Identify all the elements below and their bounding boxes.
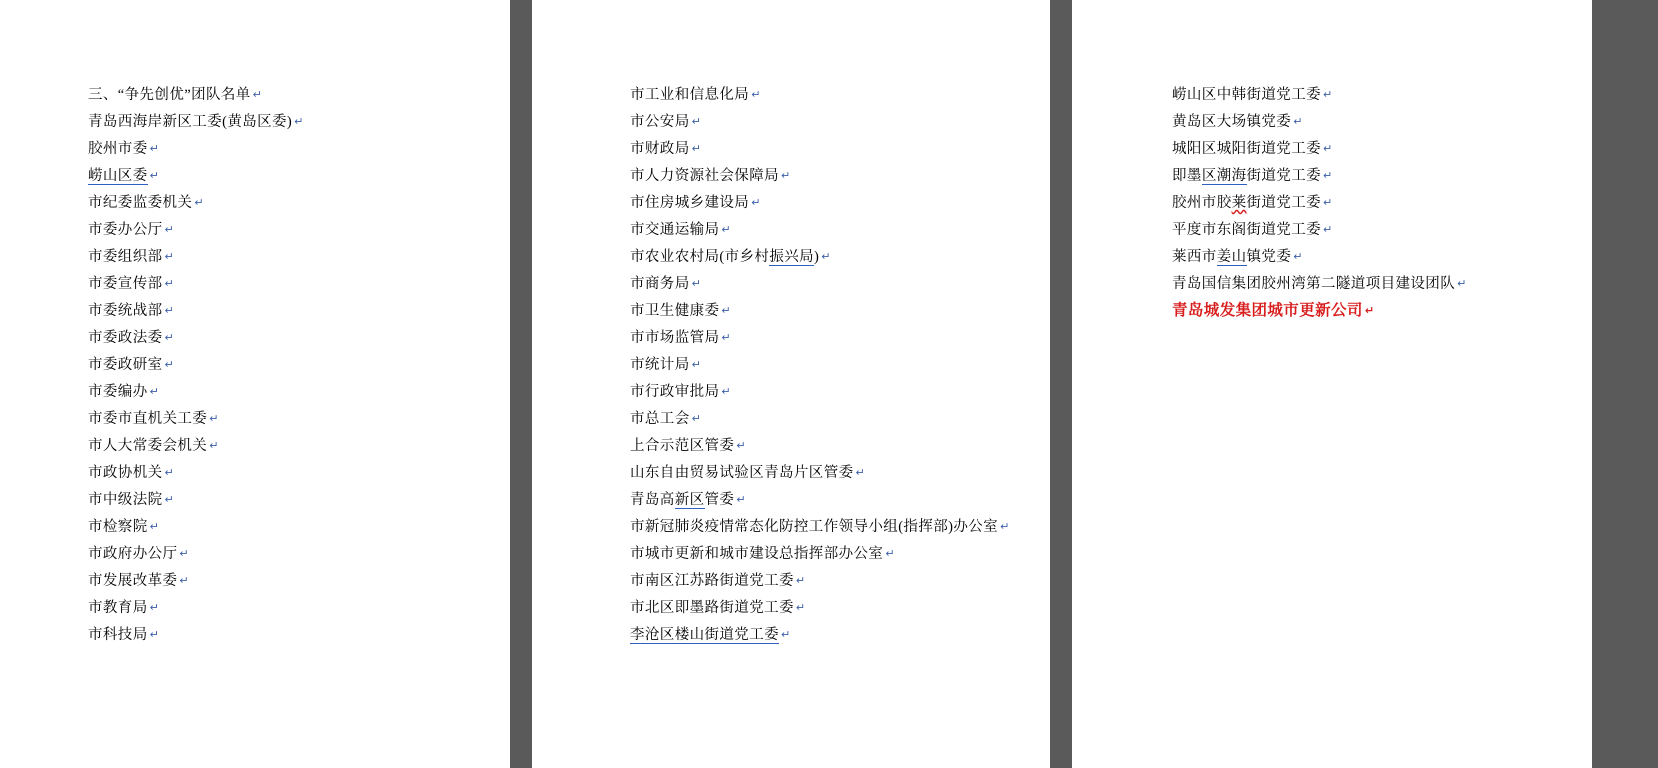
list-item: 市统计局 ↵ <box>630 357 702 373</box>
list-item: 胶州市委 ↵ <box>88 141 160 157</box>
paragraph-mark-icon: ↵ <box>1293 250 1303 263</box>
underlined-text: 区潮海 <box>1201 168 1247 184</box>
paragraph-mark-icon: ↵ <box>855 466 866 479</box>
list-item: 市商务局 ↵ <box>630 276 702 292</box>
list-item: 市教育局 ↵ <box>88 600 160 616</box>
document-page-1 <box>0 0 510 768</box>
paragraph-mark-icon: ↵ <box>781 169 791 182</box>
list-item: 市委政法委 ↵ <box>88 330 175 346</box>
list-item-partial-underline: 即墨区潮海街道党工委 ↵ <box>1172 168 1333 184</box>
list-item: 市卫生健康委 ↵ <box>630 303 732 319</box>
paragraph-mark-icon: ↵ <box>149 385 160 398</box>
page-3-content <box>1172 82 1467 325</box>
wavy-underlined-text: 莱 <box>1231 195 1247 211</box>
list-item: 市委政研室 ↵ <box>88 357 175 373</box>
document-page-3 <box>1072 0 1592 768</box>
paragraph-mark-icon: ↵ <box>164 250 175 263</box>
list-item: 市总工会 ↵ <box>630 411 702 427</box>
paragraph-mark-icon: ↵ <box>1364 304 1375 317</box>
paragraph-mark-icon: ↵ <box>691 412 702 425</box>
list-item: 市政府办公厅 ↵ <box>88 546 190 562</box>
paragraph-mark-icon: ↵ <box>781 628 791 641</box>
paragraph-mark-icon: ↵ <box>691 115 702 128</box>
paragraph-mark-icon: ↵ <box>1323 88 1333 101</box>
list-item: 崂山区委 ↵ <box>88 168 160 184</box>
paragraph-mark-icon: ↵ <box>1293 115 1303 128</box>
paragraph-mark-icon: ↵ <box>1323 169 1333 182</box>
paragraph-mark-icon: ↵ <box>1000 520 1010 533</box>
paragraph-mark-icon: ↵ <box>721 223 732 236</box>
underlined-text: 姜山 <box>1216 249 1247 265</box>
page-2-content <box>630 82 1010 649</box>
underlined-text: 新区 <box>674 492 705 508</box>
list-item-partial-underline: 市农业农村局(市乡村振兴局) ↵ <box>630 249 831 265</box>
paragraph-mark-icon: ↵ <box>721 304 732 317</box>
document-page-2 <box>532 0 1050 768</box>
paragraph-mark-icon: ↵ <box>179 547 190 560</box>
paragraph-mark-icon: ↵ <box>721 385 732 398</box>
list-item: 市城市更新和城市建设总指挥部办公室 ↵ <box>630 546 895 562</box>
paragraph-mark-icon: ↵ <box>1457 277 1467 290</box>
list-item: 市委编办 ↵ <box>88 384 160 400</box>
list-item: 黄岛区大场镇党委 ↵ <box>1172 114 1303 130</box>
list-item: 城阳区城阳街道党工委 ↵ <box>1172 141 1333 157</box>
list-item: 市公安局 ↵ <box>630 114 702 130</box>
list-item: 三、“争先创优”团队名单 ↵ <box>88 87 263 103</box>
paragraph-mark-icon: ↵ <box>795 601 806 614</box>
paragraph-mark-icon: ↵ <box>149 601 160 614</box>
list-item: 青岛国信集团胶州湾第二隧道项目建设团队 ↵ <box>1172 276 1467 292</box>
list-item: 市中级法院 ↵ <box>88 492 175 508</box>
paragraph-mark-icon: ↵ <box>164 493 175 506</box>
list-item: 市政协机关 ↵ <box>88 465 175 481</box>
list-item: 市发展改革委 ↵ <box>88 573 190 589</box>
paragraph-mark-icon: ↵ <box>751 88 761 101</box>
paragraph-mark-icon: ↵ <box>149 628 160 641</box>
paragraph-mark-icon: ↵ <box>164 277 175 290</box>
paragraph-mark-icon: ↵ <box>149 169 160 182</box>
paragraph-mark-icon: ↵ <box>209 412 219 425</box>
paragraph-mark-icon: ↵ <box>721 331 732 344</box>
list-item: 市委宣传部 ↵ <box>88 276 175 292</box>
paragraph-mark-icon: ↵ <box>164 304 175 317</box>
paragraph-mark-icon: ↵ <box>164 358 175 371</box>
paragraph-mark-icon: ↵ <box>1323 196 1333 209</box>
paragraph-mark-icon: ↵ <box>691 358 702 371</box>
list-item: 市市场监管局 ↵ <box>630 330 732 346</box>
list-item: 平度市东阁街道党工委 ↵ <box>1172 222 1333 238</box>
list-item: 市委组织部 ↵ <box>88 249 175 265</box>
list-item: 市委统战部 ↵ <box>88 303 175 319</box>
list-item: 市北区即墨路街道党工委 ↵ <box>630 600 806 616</box>
paragraph-mark-icon: ↵ <box>751 196 761 209</box>
list-item: 市人大常委会机关 ↵ <box>88 438 219 454</box>
page-1-content <box>88 82 304 649</box>
list-item: 市科技局 ↵ <box>88 627 160 643</box>
list-item-partial-underline: 莱西市姜山镇党委 ↵ <box>1172 249 1303 265</box>
paragraph-mark-icon: ↵ <box>1323 223 1333 236</box>
list-item: 市工业和信息化局 ↵ <box>630 87 761 103</box>
paragraph-mark-icon: ↵ <box>1323 142 1333 155</box>
list-item-partial-underline: 青岛高新区管委 ↵ <box>630 492 746 508</box>
paragraph-mark-icon: ↵ <box>294 115 304 128</box>
list-item: 上合示范区管委 ↵ <box>630 438 746 454</box>
paragraph-mark-icon: ↵ <box>795 574 806 587</box>
list-item: 青岛西海岸新区工委(黄岛区委) ↵ <box>88 114 304 130</box>
list-item: 李沧区楼山街道党工委 ↵ <box>630 627 791 643</box>
paragraph-mark-icon: ↵ <box>691 142 702 155</box>
paragraph-mark-icon: ↵ <box>691 277 702 290</box>
paragraph-mark-icon: ↵ <box>821 250 831 263</box>
paragraph-mark-icon: ↵ <box>252 88 263 101</box>
list-item: 市人力资源社会保障局 ↵ <box>630 168 791 184</box>
list-item: 市委市直机关工委 ↵ <box>88 411 219 427</box>
paragraph-mark-icon: ↵ <box>194 196 204 209</box>
list-item: 市住房城乡建设局 ↵ <box>630 195 761 211</box>
list-item: 崂山区中韩街道党工委 ↵ <box>1172 87 1333 103</box>
list-item: 市委办公厅 ↵ <box>88 222 175 238</box>
paragraph-mark-icon: ↵ <box>149 520 160 533</box>
list-item: 市行政审批局 ↵ <box>630 384 732 400</box>
list-item-highlighted: 青岛城发集团城市更新公司 ↵ <box>1172 302 1375 319</box>
paragraph-mark-icon: ↵ <box>736 439 746 452</box>
underlined-text: 振兴局 <box>769 249 815 265</box>
paragraph-mark-icon: ↵ <box>179 574 190 587</box>
list-item: 山东自由贸易试验区青岛片区管委 ↵ <box>630 465 866 481</box>
list-item: 市新冠肺炎疫情常态化防控工作领导小组(指挥部)办公室 ↵ <box>630 519 1010 535</box>
paragraph-mark-icon: ↵ <box>209 439 219 452</box>
paragraph-mark-icon: ↵ <box>164 223 175 236</box>
paragraph-mark-icon: ↵ <box>885 547 895 560</box>
list-item: 市财政局 ↵ <box>630 141 702 157</box>
paragraph-mark-icon: ↵ <box>149 142 160 155</box>
list-item: 市交通运输局 ↵ <box>630 222 732 238</box>
list-item-partial-wavy: 胶州市胶莱街道党工委 ↵ <box>1172 195 1333 211</box>
paragraph-mark-icon: ↵ <box>164 466 175 479</box>
list-item: 市纪委监委机关 ↵ <box>88 195 204 211</box>
paragraph-mark-icon: ↵ <box>164 331 175 344</box>
list-item: 市检察院 ↵ <box>88 519 160 535</box>
paragraph-mark-icon: ↵ <box>736 493 746 506</box>
list-item: 市南区江苏路街道党工委 ↵ <box>630 573 806 589</box>
